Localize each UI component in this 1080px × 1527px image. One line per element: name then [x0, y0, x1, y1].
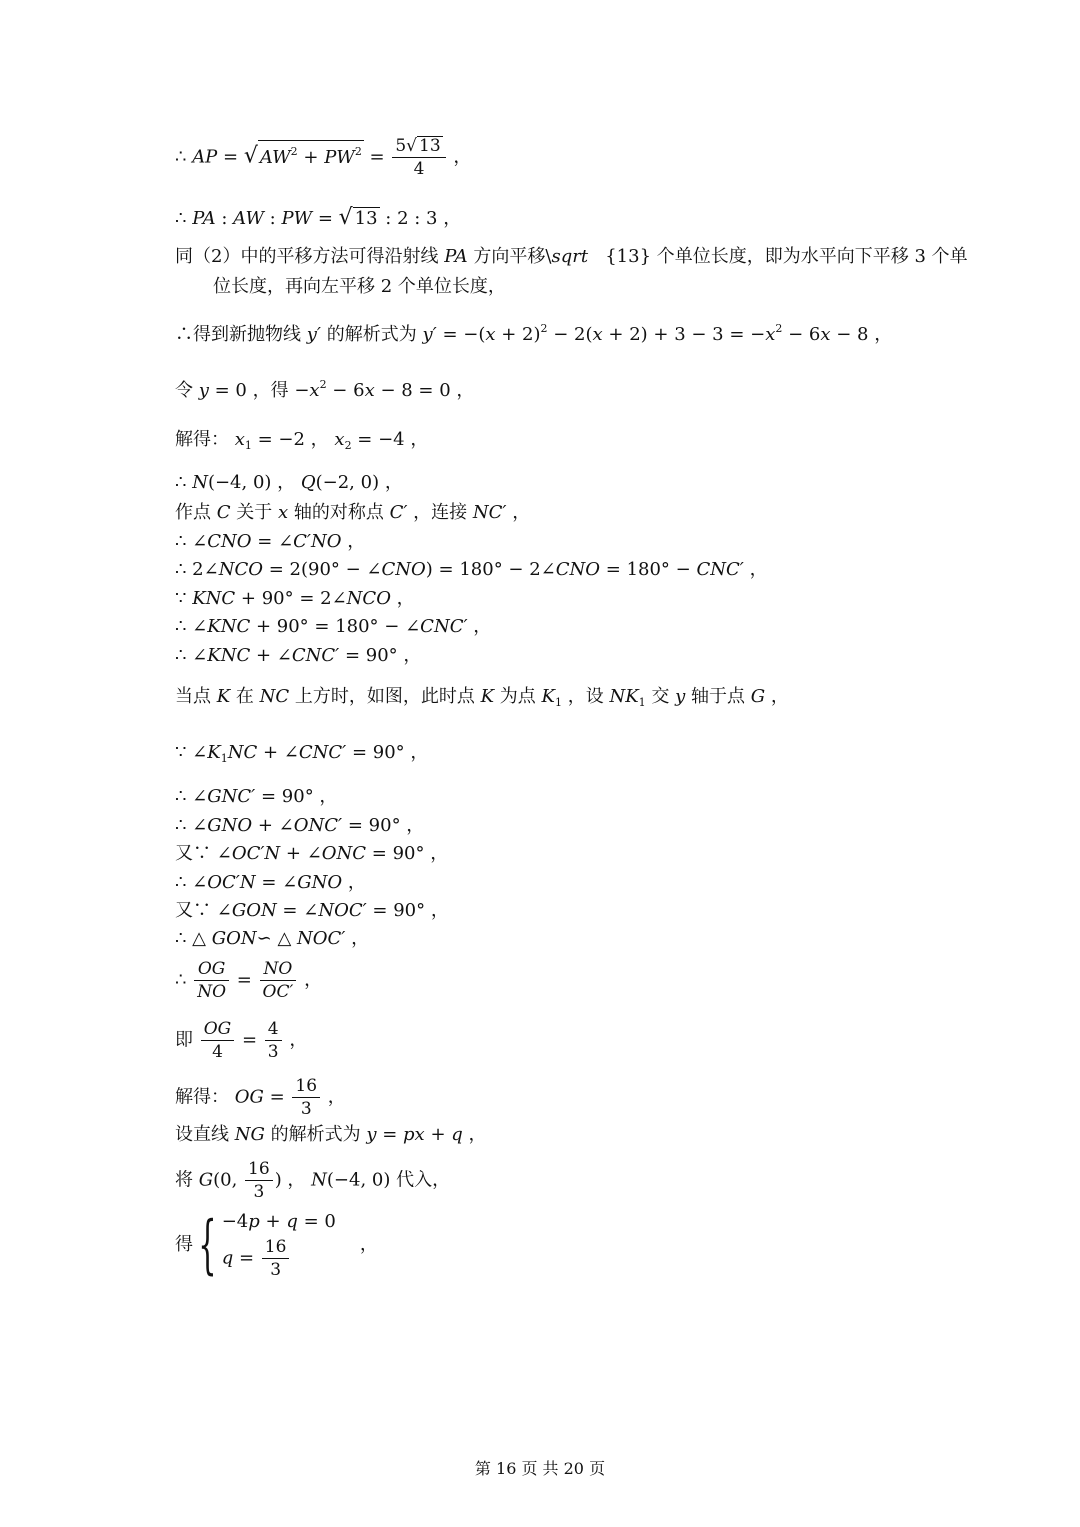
- line-angle-nco: ∴ 2∠NCO = 2(90° − ∠CNO) = 180° − 2∠CNO = 180° − CNC′ ，: [175, 559, 768, 580]
- page-footer: 第 16 页 共 20 页: [474, 1459, 606, 1478]
- line-ocn-eq-gno: ∴ ∠OC′N = ∠GNO ，: [175, 872, 366, 893]
- line-construct-c-prime: 作点 C 关于 x 轴的对称点 C′ ，连接 NC′ ，: [175, 502, 531, 523]
- line-substitute: 将 G(0, $\frac{16}{3}$ ) ， N(−4, 0) 代入，: [175, 1159, 451, 1202]
- line-angle-gno: ∴ ∠GNO + ∠ONC′ = 90° ，: [175, 815, 425, 836]
- line-angle-knc-2: ∴ ∠KNC + ∠CNC′ = 90° ，: [175, 645, 422, 666]
- line-translation-2: 位长度，再向左平移 2 个单位长度，: [213, 276, 506, 297]
- line-angle-gnc: ∴ ∠GNC′ = 90° ，: [175, 786, 338, 807]
- fraction-5sqrt13-over-4: $\frac{5√ 13}{4}$: [392, 135, 445, 180]
- line-ratio: ∴ PA : AW : PW = √ 13 : 2 : 3 ，: [175, 205, 462, 230]
- line-ap-length: ∴ AP = √ $AW^2 + PW^2$ = $\frac{5√ 13}{4}$ ，: [175, 136, 472, 179]
- line-points-n-q: ∴ N(−4, 0) ， Q(−2, 0) ，: [175, 472, 403, 493]
- line-angle-cno: ∴ ∠CNO = ∠C′NO ，: [175, 531, 366, 552]
- line-because-knc: ∵ KNC + 90° = 2∠NCO ，: [175, 588, 415, 609]
- line-ratio-numeric: 即 $\frac{OG}{4}$ = $\frac{4}{3}$ ，: [175, 1019, 308, 1062]
- line-case-k-above: 当点 K 在 NC 上方时，如图，此时点 K 为点 $K_1$ ，设 $NK_1$ 交 y 轴于点 G ，: [175, 686, 789, 709]
- line-translation-1: 同（2）中的平移方法可得沿射线 PA 方向平移\sqrt {13} 个单位长度，即为水平向下平移 3 个单: [175, 246, 968, 267]
- line-similar-triangles: ∴ △ GON∽ △ NOC′ ，: [175, 928, 370, 949]
- line-new-parabola: ∴得到新抛物线 y′ 的解析式为 $y' = -(x + 2)^2 - 2(x + 2) + 3 - 3 = -x^2 - 6x - 8$ ，: [175, 322, 893, 345]
- line-because-k1nc: ∵ $\angle K_1NC$ + ∠CNC′ = 90° ，: [175, 742, 429, 765]
- line-ratio-og-no: ∴ $\frac{OG}{NO}$ = $\frac{NO}{OC'}$ ，: [175, 959, 323, 1002]
- line-solve-og: 解得： OG = $\frac{16}{3}$ ，: [175, 1076, 346, 1119]
- line-set-y-zero: 令 y = 0 ，得 $-x^2 - 6x - 8 = 0$ ，: [175, 378, 475, 401]
- line-line-ng: 设直线 NG 的解析式为 y = px + q ，: [175, 1124, 487, 1145]
- line-solve-x: 解得： $x_1 = -2$ ， $x_2 = -4$ ，: [175, 429, 429, 452]
- line-angle-knc-1: ∴ ∠KNC + 90° = 180° − ∠CNC′ ，: [175, 616, 492, 637]
- line-also-gon: 又∵ ∠GON = ∠NOC′ = 90° ，: [175, 900, 449, 921]
- line-system: 得 { −4p + q = 0 q = $\frac{16}{3}$ ，: [175, 1207, 378, 1282]
- line-also-ocn: 又∵ ∠OC′N + ∠ONC = 90° ，: [175, 843, 449, 864]
